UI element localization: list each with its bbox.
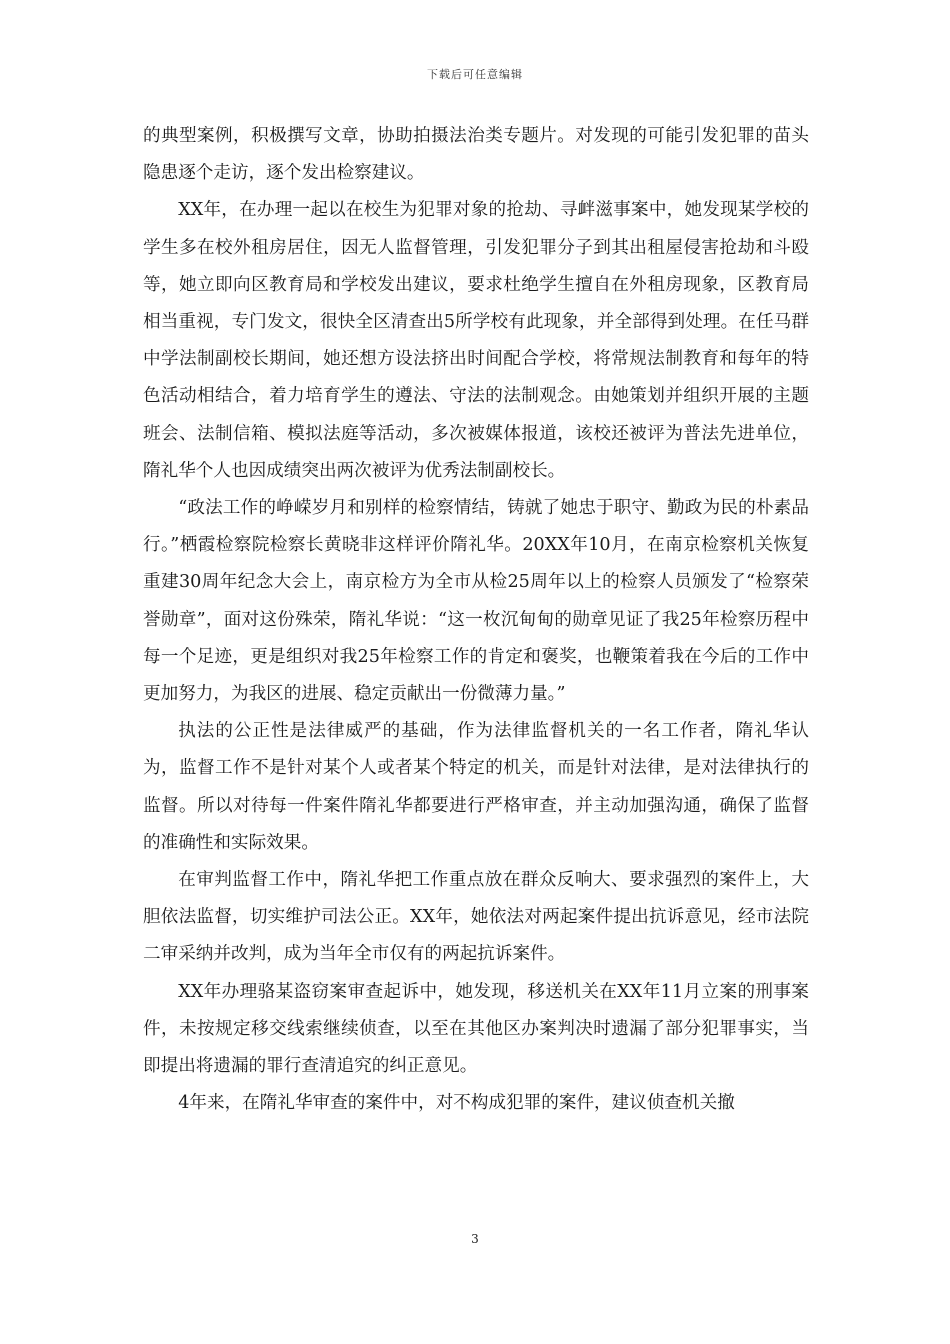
- page-number: 3: [471, 1232, 479, 1246]
- paragraph-continuation: 的典型案例，积极撰写文章，协助拍摄法治类专题片。对发现的可能引发犯罪的苗头隐患逐个走访，逐个发出检察建议。: [143, 126, 809, 184]
- paragraph: 在审判监督工作中，隋礼华把工作重点放在群众反响大、要求强烈的案件上，大胆依法监督，切实维护司法公正。XX年，她依法对两起案件提出抗诉意见，经市法院二审采纳并改判，成为当年全市仅有的两起抗诉案件。: [143, 870, 809, 965]
- paragraph: 执法的公正性是法律威严的基础，作为法律监督机关的一名工作者，隋礼华认为，监督工作不是针对某个人或者某个特定的机关，而是针对法律，是对法律执行的监督。所以对待每一件案件隋礼华都要进行严格审查，并主动加强沟通，确保了监督的准确性和实际效果。: [143, 721, 809, 853]
- page-header: 下载后可任意编辑: [427, 68, 523, 81]
- paragraph: XX年办理骆某盗窃案审查起诉中，她发现，移送机关在XX年11月立案的刑事案件，未按规定移交线索继续侦查，以至在其他区办案判决时遗漏了部分犯罪事实，当即提出将遗漏的罪行查清追究的纠正意见。: [143, 981, 809, 1077]
- paragraph: “政法工作的峥嵘岁月和别样的检察情结，铸就了她忠于职守、勤政为民的朴素品行。”栖霞检察院检察长黄晓非这样评价隋礼华。20XX年10月，在南京检察机关恢复重建30周年纪念大会上，南京检方为全市从检25周年以上的检察人员颁发了“检察荣誉勋章”，面对这份殊荣，隋礼华说：“这一枚沉甸甸的勋章见证了我25年检察历程中每一个足迹，更是组织对我25年检察工作的肯定和褒奖，也鞭策着我在今后的工作中更加努力，为我区的进展、稳定贡献出一份微薄力量。”: [143, 498, 809, 705]
- paragraph: XX年，在办理一起以在校生为犯罪对象的抢劫、寻衅滋事案中，她发现某学校的学生多在校外租房居住，因无人监督管理，引发犯罪分子到其出租屋侵害抢劫和斗殴等，她立即向区教育局和学校发出建议，要求杜绝学生擅自在外租房现象，区教育局相当重视，专门发文，很快全区清查出5所学校有此现象，并全部得到处理。在任马群中学法制副校长期间，她还想方设法挤出时间配合学校，将常规法制教育和每年的特色活动相结合，着力培育学生的遵法、守法的法制观念。由她策划并组织开展的主题班会、法制信箱、模拟法庭等活动，多次被媒体报道，该校还被评为普法先进单位，隋礼华个人也因成绩突出两次被评为优秀法制副校长。: [143, 200, 809, 481]
- paragraph: 4年来，在隋礼华审查的案件中，对不构成犯罪的案件，建议侦查机关撤: [178, 1093, 735, 1114]
- document-body: [143, 118, 809, 1122]
